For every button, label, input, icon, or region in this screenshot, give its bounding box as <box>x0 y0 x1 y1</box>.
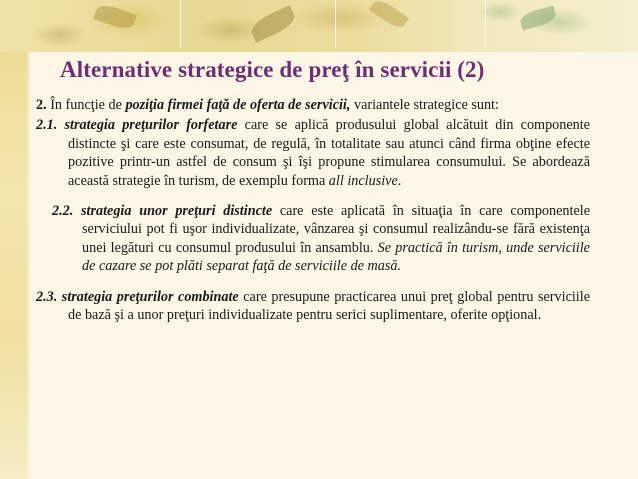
emphasis-text: strategia preţurilor forfetare <box>57 117 238 134</box>
emphasis-text: poziţia firmei faţă de oferta de servicii, <box>125 97 351 113</box>
paragraph-2-1 <box>36 116 590 190</box>
banner-panel <box>335 0 486 48</box>
paragraph-text: care se aplică produsului global alcătuit din componente distincte şi care este consumat, de regulă, în totalitate sau atunci când firma obţine efecte pozitive printr-un astfel de consum şi îşi propune stimularea consumului. Se abordează această strategie în turism, de exemplu forma <box>68 117 590 189</box>
emphasis-text: strategia unor preţuri distincte <box>73 203 273 220</box>
paragraph-text: care este aplicată în situaţia în care componentele serviciului pot fi uşor individualizate, vânzarea şi consumul realizându-se fără existenţa unei legături cu consumul produsului în ansamblu. <box>82 203 590 256</box>
banner-panel <box>485 0 638 48</box>
paragraph-number: 2.1. <box>36 117 58 134</box>
top-decorative-banner <box>0 0 638 52</box>
paragraph-number: 2.3. <box>36 288 58 305</box>
italic-text: Se practică în turism, unde serviciile de cazare se pot plăti separat faţă de serviciile de masă. <box>82 239 590 275</box>
paragraph-text: variantele strategice sunt: <box>350 97 499 113</box>
paragraph-text: În funcţie de <box>46 97 126 113</box>
paragraph-number: 2. <box>36 97 47 113</box>
paragraph-2-3 <box>36 288 590 325</box>
emphasis-text: strategia preţurilor combinate <box>57 288 239 305</box>
slide-body <box>36 96 590 324</box>
slide-title: Alternative strategice de preţ în servicii (2) <box>60 57 485 82</box>
paragraph-text: . <box>397 172 402 189</box>
paragraph-2 <box>36 96 590 114</box>
paragraph-text: care presupune practicarea unui preţ global pentru serviciile de bază şi a unor preţuri individualizate pentru serici suplimentare, oferite opţional. <box>68 288 590 324</box>
paragraph-2-2 <box>36 202 590 276</box>
italic-text: all inclusive <box>328 172 398 189</box>
paragraph-number: 2.2. <box>52 203 74 220</box>
left-decorative-stripe <box>0 0 30 479</box>
